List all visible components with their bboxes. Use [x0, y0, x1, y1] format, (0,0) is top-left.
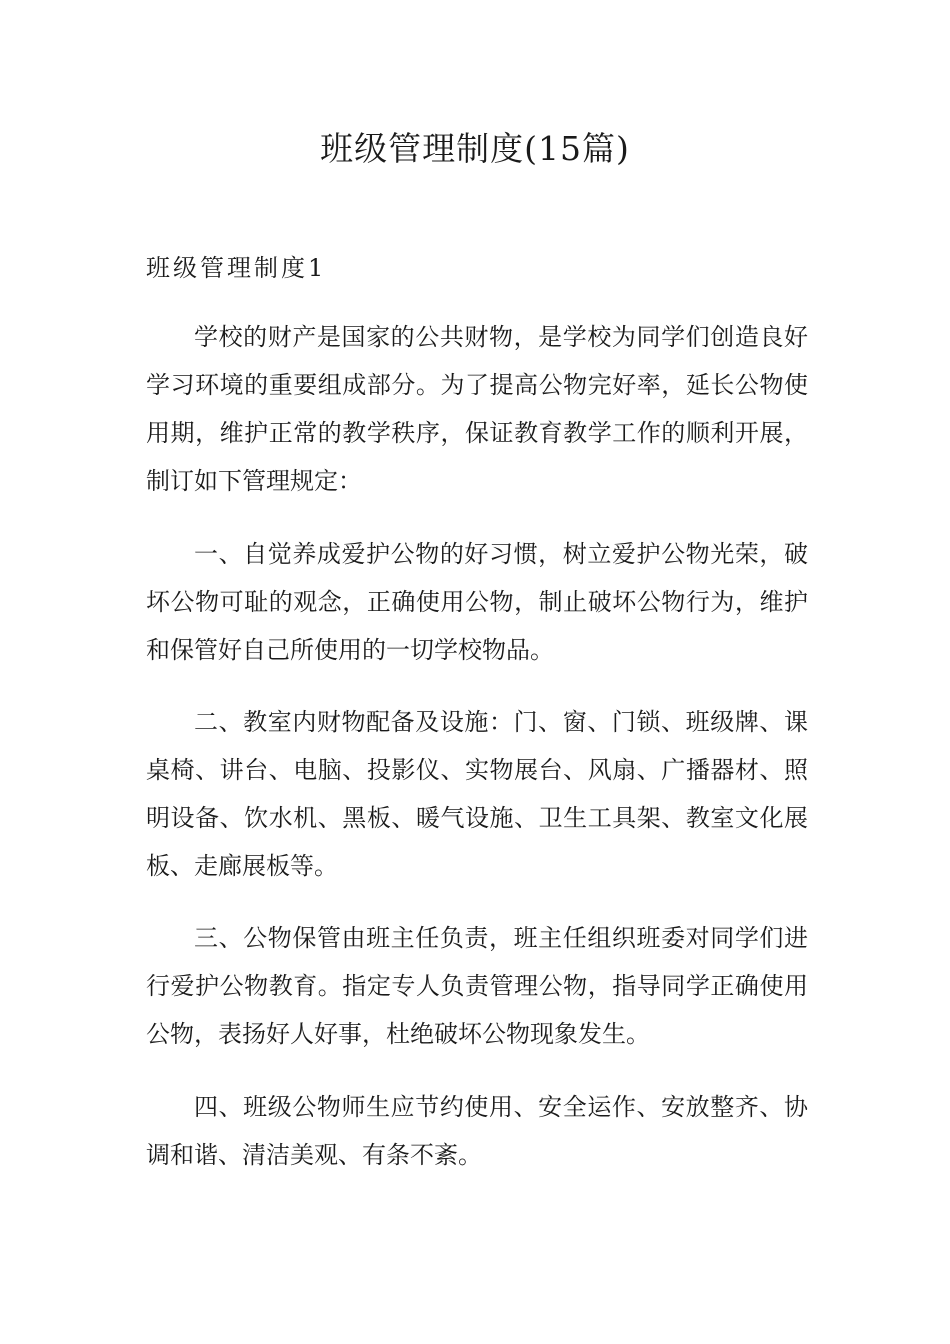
paragraph-item-1: 一、自觉养成爱护公物的好习惯，树立爱护公物光荣，破坏公物可耻的观念，正确使用公物，制止破坏公物行为，维护和保管好自己所使用的一切学校物品。 [146, 540, 808, 664]
paragraph-item-3: 三、公物保管由班主任负责，班主任组织班委对同学们进行爱护公物教育。指定专人负责管理公物，指导同学正确使用公物，表扬好人好事，杜绝破坏公物现象发生。 [146, 924, 808, 1048]
paragraph-item-4: 四、班级公物师生应节约使用、安全运作、安放整齐、协调和谐、清洁美观、有条不紊。 [146, 1093, 808, 1169]
paragraph-intro: 学校的财产是国家的公共财物，是学校为同学们创造良好学习环境的重要组成部分。为了提高公物完好率，延长公物使用期，维护正常的教学秩序，保证教育教学工作的顺利开展，制订如下管理规定： [146, 323, 808, 495]
document-title: 班级管理制度(15篇) [320, 129, 630, 168]
section-heading: 班级管理制度1 [146, 254, 327, 282]
paragraph-item-2: 二、教室内财物配备及设施：门、窗、门锁、班级牌、课桌椅、讲台、电脑、投影仪、实物展台、风扇、广播器材、照明设备、饮水机、黑板、暖气设施、卫生工具架、教室文化展板、走廊展板等。 [146, 708, 808, 880]
